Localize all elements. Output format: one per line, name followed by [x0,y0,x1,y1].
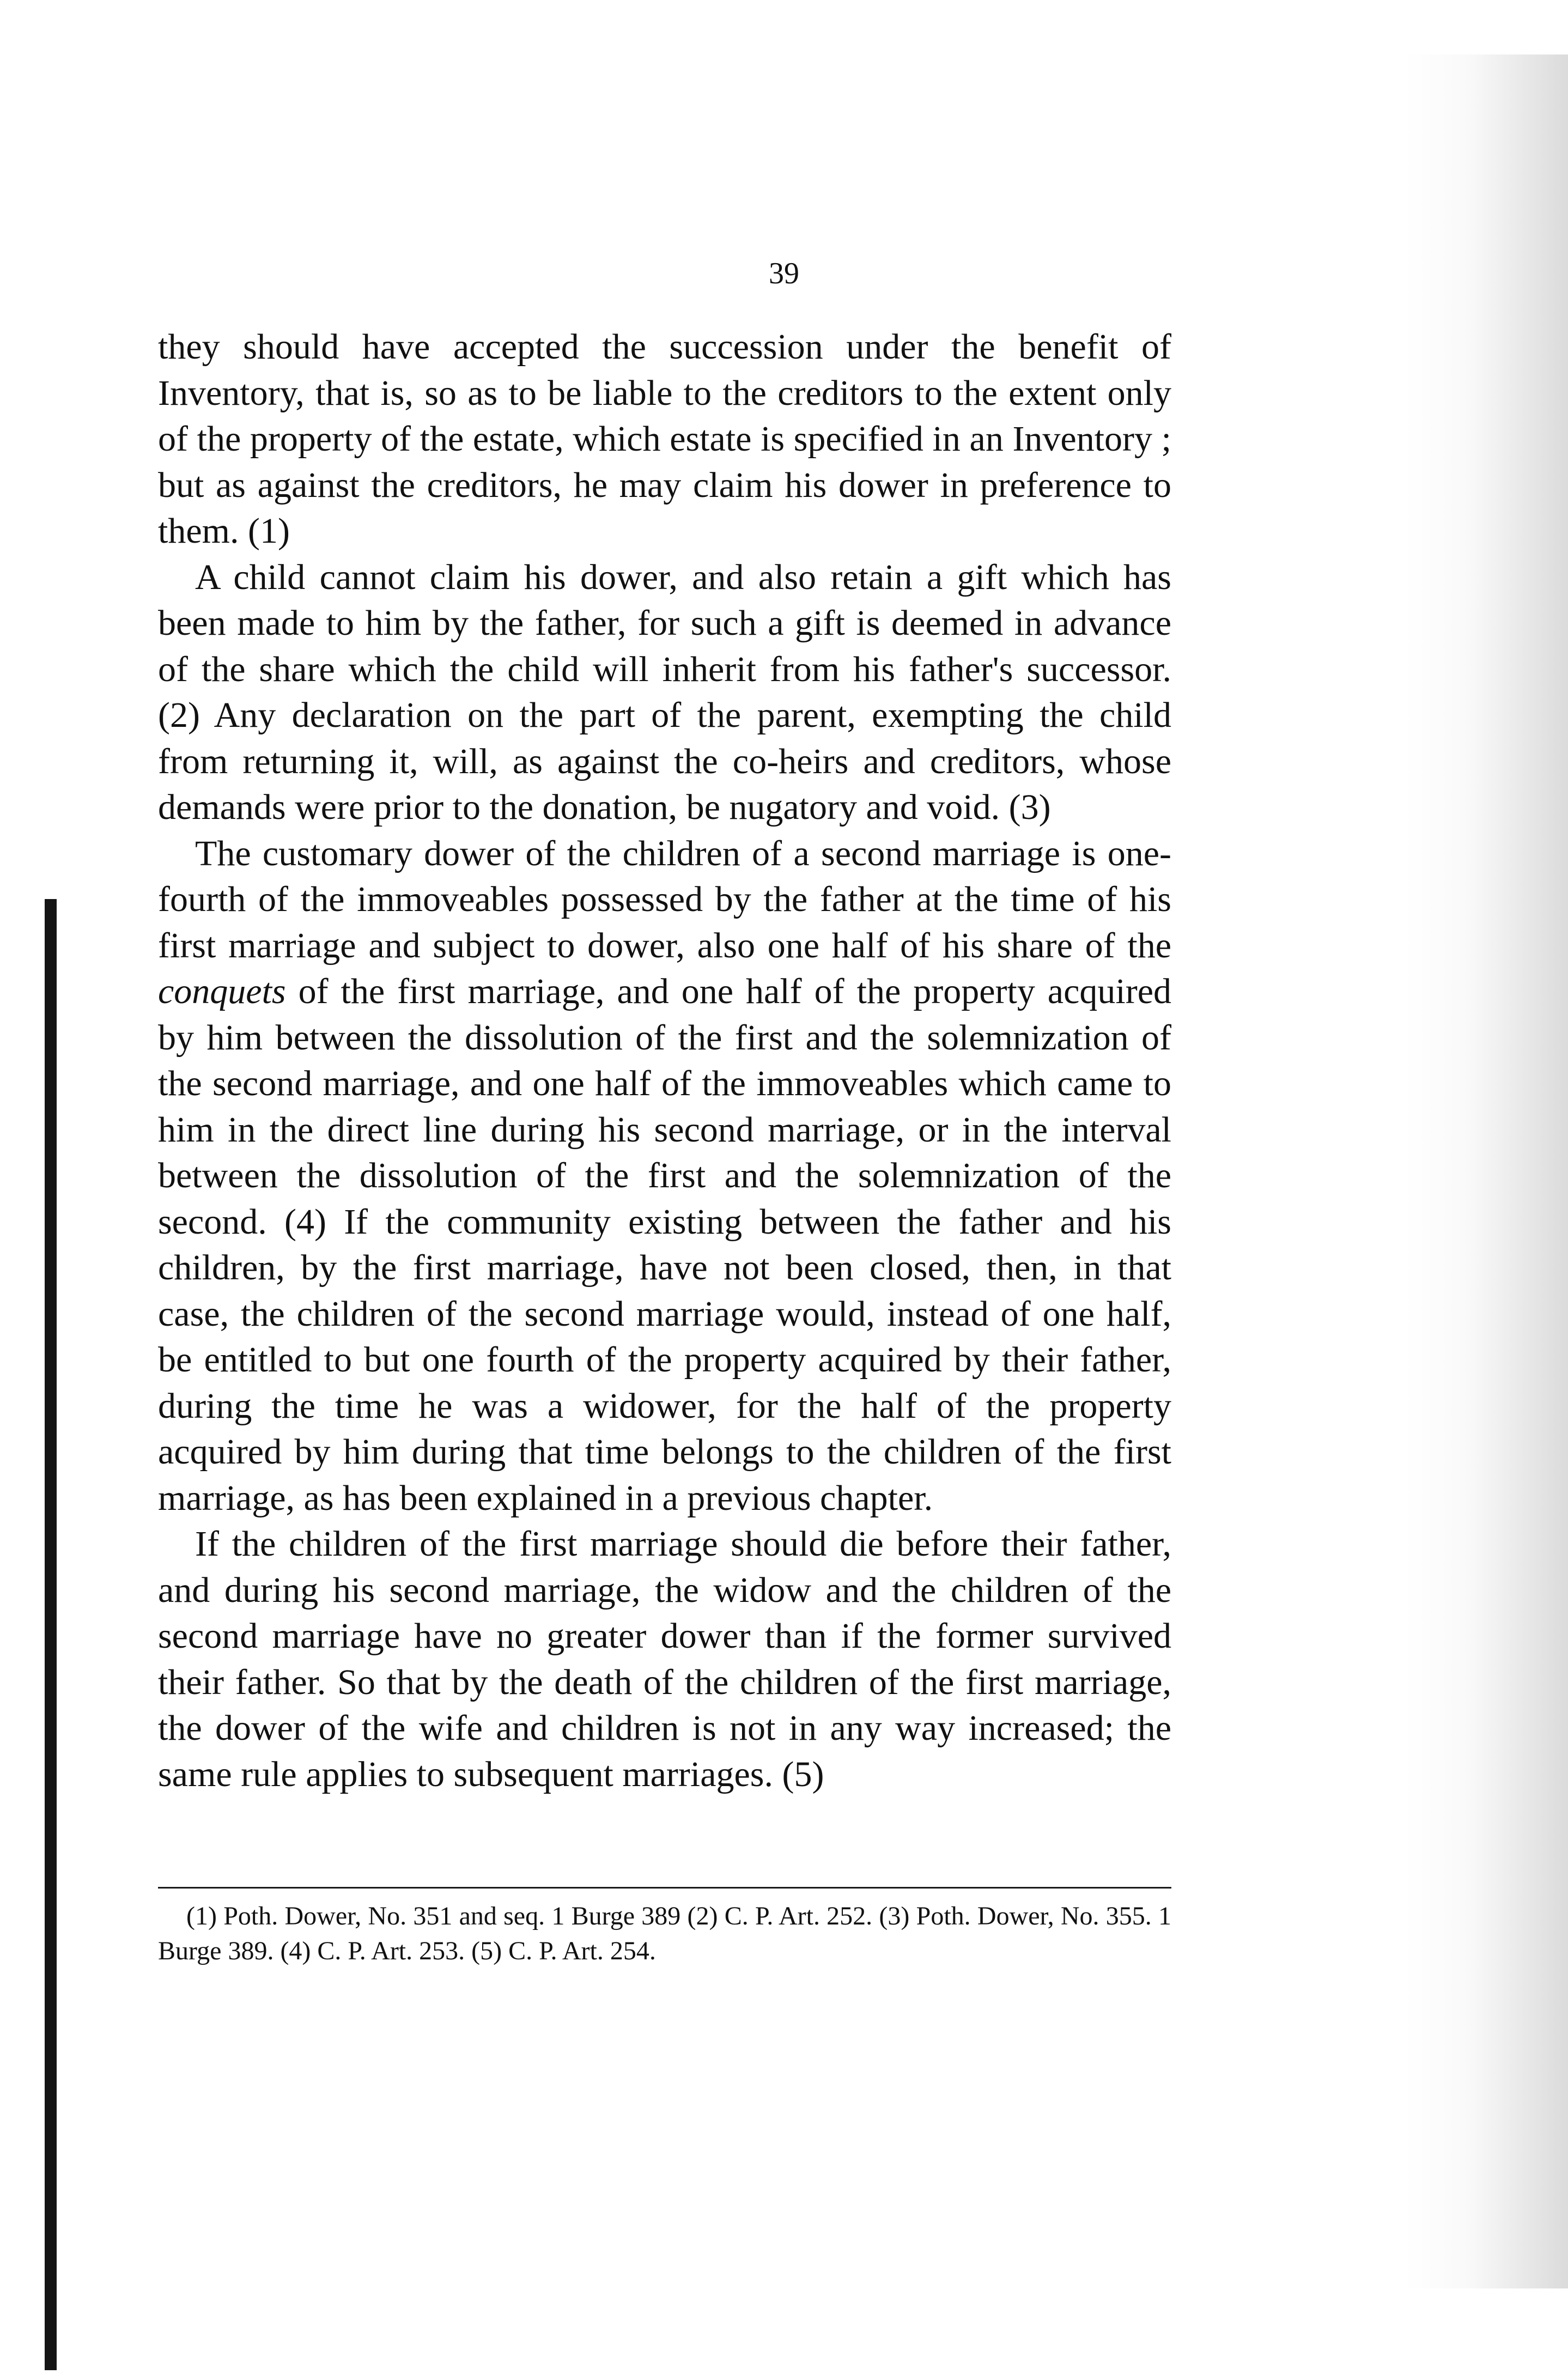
page-number: 39 [769,257,799,290]
paragraph-3-text-b: of the first marriage, and one half of the property acquired by him between the dissolution of the first and the solemnization of the second marriage, and one half of the immoveables which came to him in the direct line during his second marriage, or in the interval between the dissolution of the first and the solemnization of the second. (4) If the community existing between the father and his children, by the first marriage, have not been closed, then, in that case, the children of the second marriage would, instead of one half, be entitled to but one fourth of the property acquired by their father, during the time he was a widower, for the half of the property acquired by him during that time belongs to the children of the first marriage, as has been explained in a previous chapter. [158,972,1171,1518]
italic-term-conquets: conquets [158,972,286,1011]
paragraph-3 [158,831,1171,1522]
body-text [158,324,1171,1798]
paragraph-3-text-a: The customary dower of the children of a second marriage is one-fourth of the immoveables possessed by the father at the time of his first marriage and subject to dower, also one half of his share of the [158,833,1171,966]
page-edge-shadow [1405,54,1568,2288]
paragraph-2: A child cannot claim his dower, and also retain a gift which has been made to him by the father, for such a gift is deemed in advance of the share which the child will inherit from his father's successor. (2) Any declaration on the part of the parent, exempting the child from returning it, will, as against the co-heirs and creditors, whose demands were prior to the donation, be nugatory and void. (3) [158,557,1171,827]
footnotes [158,1899,1171,1969]
paragraph-1: they should have accepted the succession under the benefit of Inventory, that is, so as to be liable to the creditors to the extent only of the property of the estate, which estate is specified in an Inventory ; but as against the creditors, he may claim his dower in preference to them. (1) [158,327,1171,551]
binding-margin-bar [45,899,57,2370]
paragraph-4: If the children of the first marriage should die before their father, and during his second marriage, the widow and the children of the second marriage have no greater dower than if the former survived their father. So that by the death of the children of the first marriage, the dower of the wife and children is not in any way increased; the same rule applies to subsequent marriages. (5) [158,1524,1171,1794]
footnote-divider [158,1887,1171,1889]
footnote-text: (1) Poth. Dower, No. 351 and seq. 1 Burge 389 (2) C. P. Art. 252. (3) Poth. Dower, No. 355. 1 Burge 389. (4) C. P. Art. 253. (5) C. P. Art. 254. [158,1902,1171,1965]
